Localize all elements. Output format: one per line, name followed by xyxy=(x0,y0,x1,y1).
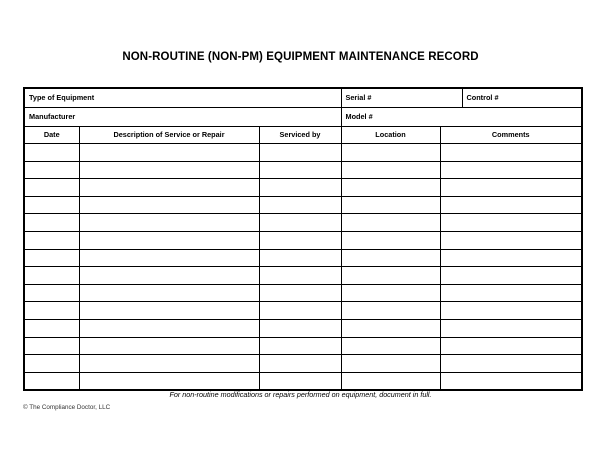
control-field[interactable] xyxy=(462,88,582,107)
table-row xyxy=(24,267,582,285)
location-cell[interactable] xyxy=(341,337,440,355)
serviced-by-cell[interactable] xyxy=(259,337,341,355)
control-label: Control # xyxy=(466,93,499,103)
description-cell[interactable] xyxy=(79,144,259,162)
table-row xyxy=(24,337,582,355)
column-header-comments: Comments xyxy=(440,126,582,144)
table-row xyxy=(24,232,582,250)
maintenance-log-table xyxy=(23,87,583,391)
description-cell[interactable] xyxy=(79,232,259,250)
equipment-info-row xyxy=(24,88,582,107)
date-cell[interactable] xyxy=(24,144,79,162)
table-row xyxy=(24,196,582,214)
model-label: Model # xyxy=(345,112,373,121)
serviced-by-cell[interactable] xyxy=(259,196,341,214)
comments-cell[interactable] xyxy=(440,179,582,197)
description-cell[interactable] xyxy=(79,320,259,338)
serviced-by-cell[interactable] xyxy=(259,302,341,320)
type-of-equipment-field[interactable] xyxy=(24,88,341,107)
serial-field[interactable] xyxy=(341,88,462,107)
column-header-serviced-by: Serviced by xyxy=(259,126,341,144)
description-cell[interactable] xyxy=(79,249,259,267)
model-field[interactable] xyxy=(341,107,582,126)
date-cell[interactable] xyxy=(24,302,79,320)
date-cell[interactable] xyxy=(24,355,79,373)
serviced-by-cell[interactable] xyxy=(259,249,341,267)
location-cell[interactable] xyxy=(341,355,440,373)
column-header-location: Location xyxy=(341,126,440,144)
description-cell[interactable] xyxy=(79,302,259,320)
date-cell[interactable] xyxy=(24,179,79,197)
location-cell[interactable] xyxy=(341,144,440,162)
table-row xyxy=(24,249,582,267)
serviced-by-cell[interactable] xyxy=(259,267,341,285)
location-cell[interactable] xyxy=(341,284,440,302)
date-cell[interactable] xyxy=(24,372,79,390)
comments-cell[interactable] xyxy=(440,196,582,214)
comments-cell[interactable] xyxy=(440,372,582,390)
column-header-description: Description of Service or Repair xyxy=(79,126,259,144)
location-cell[interactable] xyxy=(341,232,440,250)
type-of-equipment-label: Type of Equipment xyxy=(29,93,95,103)
comments-cell[interactable] xyxy=(440,267,582,285)
comments-cell[interactable] xyxy=(440,161,582,179)
serviced-by-cell[interactable] xyxy=(259,179,341,197)
location-cell[interactable] xyxy=(341,302,440,320)
page-title: NON-ROUTINE (NON-PM) EQUIPMENT MAINTENANCE RECORD xyxy=(122,51,479,63)
table-row xyxy=(24,302,582,320)
date-cell[interactable] xyxy=(24,320,79,338)
location-cell[interactable] xyxy=(341,214,440,232)
location-cell[interactable] xyxy=(341,161,440,179)
serviced-by-cell[interactable] xyxy=(259,355,341,373)
serviced-by-cell[interactable] xyxy=(259,161,341,179)
location-cell[interactable] xyxy=(341,267,440,285)
serviced-by-cell[interactable] xyxy=(259,144,341,162)
comments-cell[interactable] xyxy=(440,284,582,302)
table-row xyxy=(24,161,582,179)
comments-cell[interactable] xyxy=(440,214,582,232)
comments-cell[interactable] xyxy=(440,355,582,373)
table-row xyxy=(24,320,582,338)
location-cell[interactable] xyxy=(341,249,440,267)
serviced-by-cell[interactable] xyxy=(259,232,341,250)
date-cell[interactable] xyxy=(24,161,79,179)
date-cell[interactable] xyxy=(24,232,79,250)
comments-cell[interactable] xyxy=(440,337,582,355)
comments-cell[interactable] xyxy=(440,320,582,338)
table-row xyxy=(24,179,582,197)
comments-cell[interactable] xyxy=(440,302,582,320)
location-cell[interactable] xyxy=(341,372,440,390)
footer-note: For non-routine modifications or repairs performed on equipment, document in full. xyxy=(169,390,432,399)
manufacturer-info-row xyxy=(24,107,582,126)
table-row xyxy=(24,284,582,302)
date-cell[interactable] xyxy=(24,196,79,214)
manufacturer-label: Manufacturer xyxy=(29,112,76,121)
comments-cell[interactable] xyxy=(440,232,582,250)
location-cell[interactable] xyxy=(341,320,440,338)
table-row xyxy=(24,214,582,232)
date-cell[interactable] xyxy=(24,249,79,267)
description-cell[interactable] xyxy=(79,284,259,302)
description-cell[interactable] xyxy=(79,214,259,232)
comments-cell[interactable] xyxy=(440,144,582,162)
description-cell[interactable] xyxy=(79,179,259,197)
comments-cell[interactable] xyxy=(440,249,582,267)
serviced-by-cell[interactable] xyxy=(259,372,341,390)
manufacturer-field[interactable] xyxy=(24,107,341,126)
date-cell[interactable] xyxy=(24,214,79,232)
serviced-by-cell[interactable] xyxy=(259,284,341,302)
table-row xyxy=(24,144,582,162)
serviced-by-cell[interactable] xyxy=(259,320,341,338)
location-cell[interactable] xyxy=(341,179,440,197)
column-header-date: Date xyxy=(24,126,79,144)
description-cell[interactable] xyxy=(79,355,259,373)
table-row xyxy=(24,372,582,390)
description-cell[interactable] xyxy=(79,161,259,179)
date-cell[interactable] xyxy=(24,337,79,355)
serviced-by-cell[interactable] xyxy=(259,214,341,232)
description-cell[interactable] xyxy=(79,196,259,214)
description-cell[interactable] xyxy=(79,337,259,355)
location-cell[interactable] xyxy=(341,196,440,214)
serial-label: Serial # xyxy=(345,93,372,103)
date-cell[interactable] xyxy=(24,284,79,302)
description-cell[interactable] xyxy=(79,267,259,285)
column-header-row xyxy=(24,126,582,144)
copyright-text: © The Compliance Doctor, LLC xyxy=(23,404,111,411)
description-cell[interactable] xyxy=(79,372,259,390)
date-cell[interactable] xyxy=(24,267,79,285)
table-row xyxy=(24,355,582,373)
